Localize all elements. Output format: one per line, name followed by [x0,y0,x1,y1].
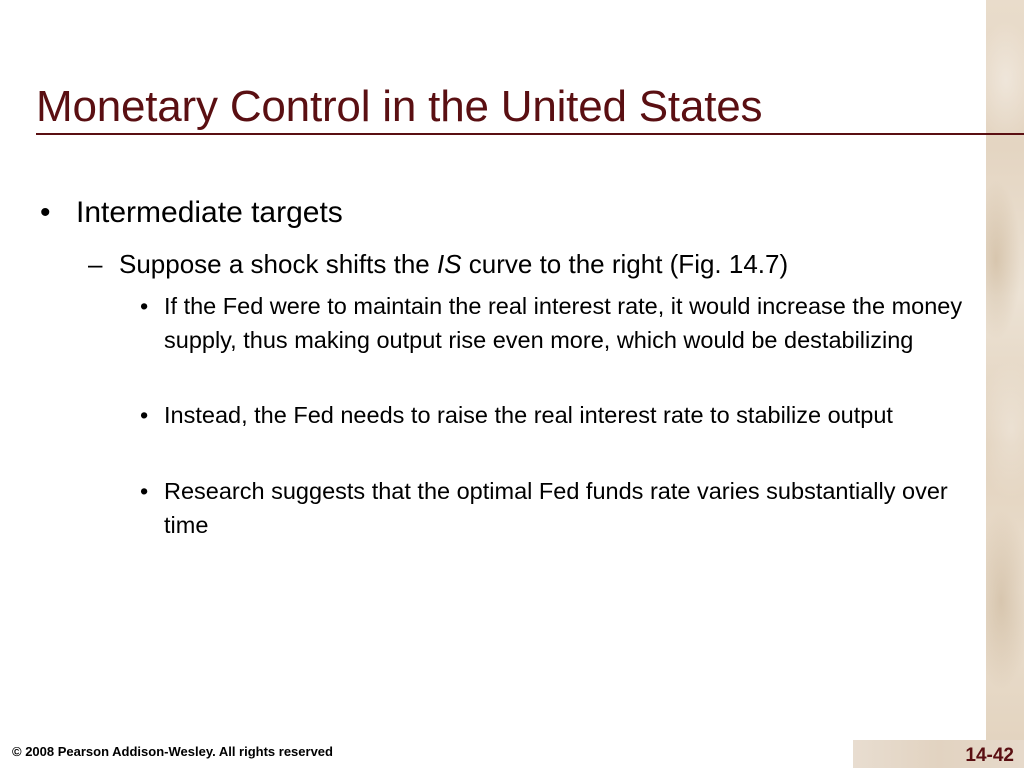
title-divider [36,133,1024,135]
bullet-marker: • [40,196,51,229]
point-text: Instead, the Fed needs to raise the real interest rate to stabilize output [164,402,893,428]
bullet-marker: • [140,478,149,504]
slide-title: Monetary Control in the United States [36,82,763,131]
point-text: Research suggests that the optimal Fed funds rate varies substantially over time [164,478,948,538]
bullet-level-3-item [140,398,970,432]
bullet-marker: • [140,402,149,428]
bullet-level-3-item [140,289,970,357]
sub-bullet-text-before: Suppose a shock shifts the [119,249,437,279]
decorative-side-strip [986,0,1024,740]
dash-marker: – [88,249,103,279]
sub-bullet-text-after: curve to the right (Fig. 14.7) [461,249,789,279]
slide-number-box [853,740,1024,768]
bullet-marker: • [140,293,149,319]
bullet-level-3-item [140,474,970,542]
point-text: If the Fed were to maintain the real interest rate, it would increase the money supply, thus making output rise even more, which would be destabilizing [164,293,963,353]
bullet-text: Intermediate targets [76,196,343,229]
copyright-notice: © 2008 Pearson Addison-Wesley. All rights reserved [12,744,333,759]
slide-number: 14-42 [965,745,1014,766]
sub-bullet-text [119,249,788,280]
sub-bullet-text-italic: IS [436,249,462,279]
